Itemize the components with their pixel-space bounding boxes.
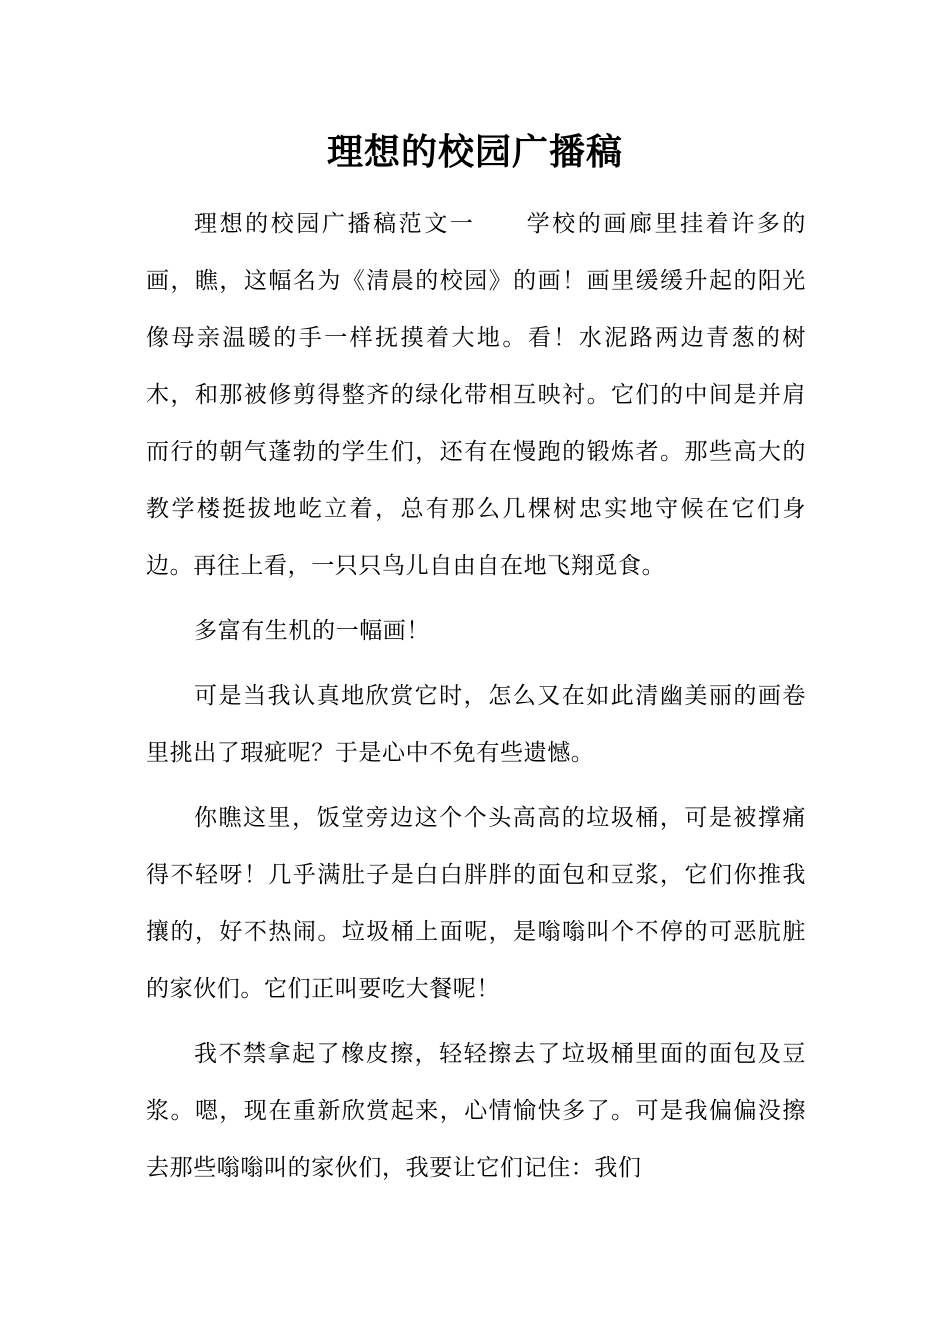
paragraph-1: 理想的校园广播稿范文一 学校的画廊里挂着许多的画，瞧，这幅名为《清晨的校园》的画！画里缓缓升起的阳光像母亲温暖的手一样抚摸着大地。看！水泥路两边青葱的树木，和那被修剪得整齐的绿化带相互映衬。它们的中间是并肩而行的朝气蓬勃的学生们，还有在慢跑的锻炼者。那些高大的教学楼挺拔地屹立着，总有那么几棵树忠实地守候在它们身边。再往上看，一只只鸟儿自由自在地飞翔觅食。 <box>146 211 806 579</box>
document-title: 理想的校园广播稿 <box>326 131 623 173</box>
document-body <box>146 196 806 1205</box>
paragraph-2: 多富有生机的一幅画！ <box>194 618 430 644</box>
paragraph-3: 可是当我认真地欣赏它时，怎么又在如此清幽美丽的画卷里挑出了瑕疵呢？于是心中不免有些遗憾。 <box>146 683 806 766</box>
paragraph-4: 你瞧这里，饭堂旁边这个个头高高的垃圾桶，可是被撑痛得不轻呀！几乎满肚子是白白胖胖的面包和豆浆，它们你推我攘的，好不热闹。垃圾桶上面呢，是嗡嗡叫个不停的可恶肮脏的家伙们。它们正叫要吃大餐呢！ <box>146 805 806 1002</box>
paragraph-5: 我不禁拿起了橡皮擦，轻轻擦去了垃圾桶里面的面包及豆浆。嗯，现在重新欣赏起来，心情愉快多了。可是我偏偏没擦去那些嗡嗡叫的家伙们，我要让它们记住：我们 <box>146 1041 806 1181</box>
